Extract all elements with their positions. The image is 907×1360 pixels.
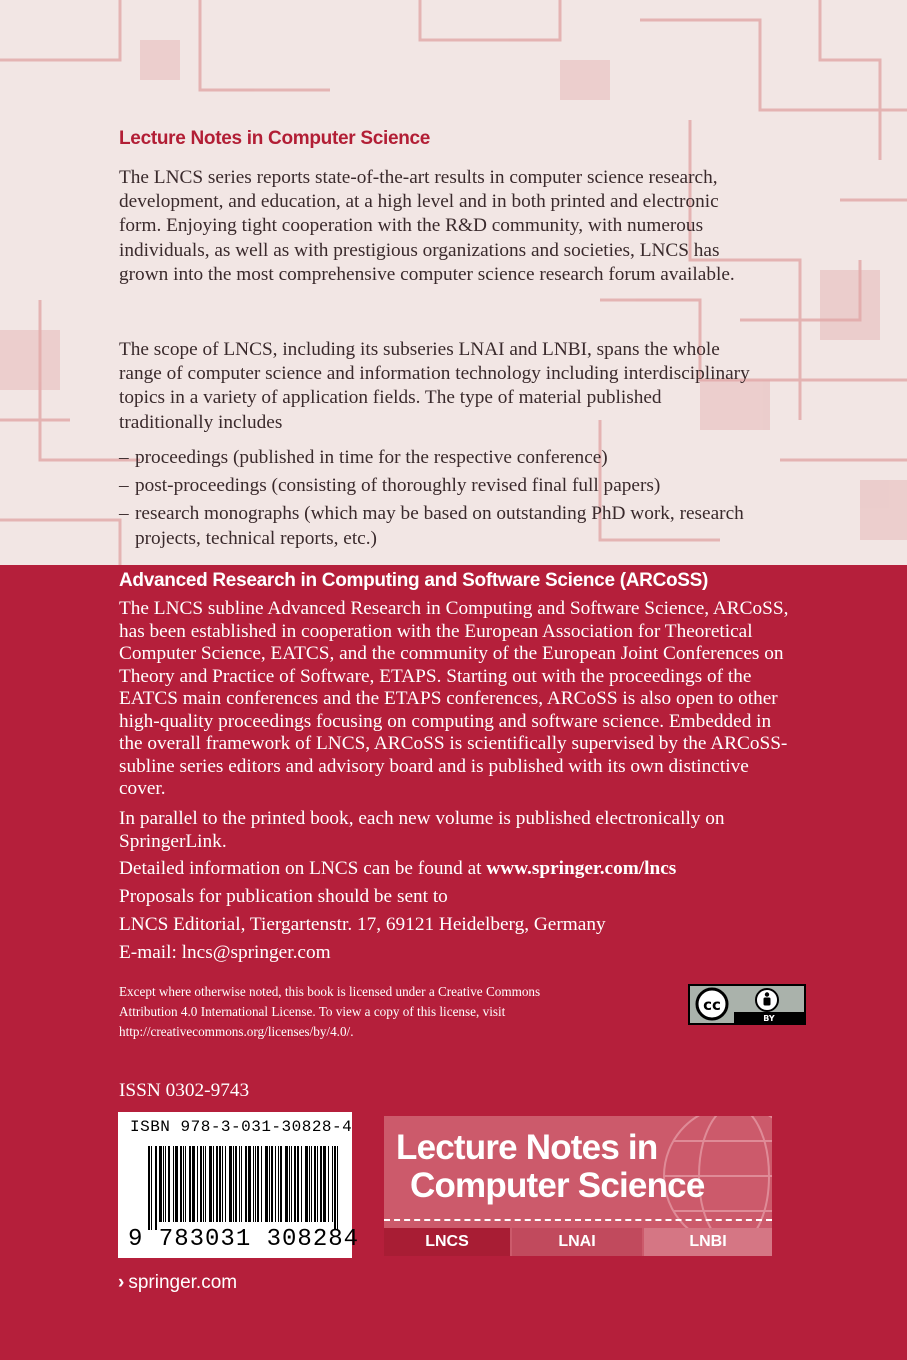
- address-line: LNCS Editorial, Tiergartenstr. 17, 69121 Heidelberg, Germany: [119, 914, 606, 935]
- barcode-bar: [289, 1146, 290, 1222]
- barcode-bar: [197, 1146, 198, 1222]
- barcode-bar: [175, 1146, 178, 1222]
- barcode-bar: [271, 1146, 273, 1222]
- electronic-note: In parallel to the printed book, each new volume is published electronically on SpringerLink.: [119, 808, 725, 852]
- barcode-bar: [334, 1146, 336, 1230]
- barcode-bar: [269, 1146, 270, 1222]
- barcode-bar: [205, 1146, 206, 1222]
- barcode-bar: [200, 1146, 202, 1222]
- list-item: [119, 474, 769, 498]
- logo-tab-lncs: LNCS: [384, 1228, 510, 1256]
- barcode-bar: [248, 1146, 251, 1222]
- info-url-link[interactable]: www.springer.com/lncs: [486, 858, 677, 879]
- list-item-text: post-proceedings (consisting of thoroughly revised final full papers): [135, 475, 661, 497]
- barcode-bar: [165, 1146, 166, 1222]
- barcode-bar: [285, 1146, 288, 1222]
- series-title: Lecture Notes in Computer Science: [119, 128, 431, 149]
- svg-text:cc: cc: [703, 996, 721, 1014]
- arcoss-title: Advanced Research in Computing and Software Science (ARCoSS): [119, 570, 709, 591]
- barcode-bar: [235, 1146, 237, 1222]
- logo-tab-lnai: LNAI: [512, 1228, 642, 1256]
- barcode-bar: [245, 1146, 247, 1222]
- barcode-bar: [294, 1146, 296, 1222]
- barcode-number: 9 783031 308284: [128, 1226, 360, 1253]
- barcode-bar: [209, 1146, 212, 1222]
- cc-icon: [697, 989, 727, 1019]
- barcode-bar: [185, 1146, 186, 1222]
- chevron-right-icon: ›: [118, 1272, 125, 1293]
- barcode-bar: [305, 1146, 308, 1222]
- barcode-bar: [168, 1146, 170, 1222]
- badge-by-label: BY: [763, 1014, 775, 1023]
- barcode-bar: [255, 1146, 256, 1222]
- barcode-bar: [275, 1146, 276, 1222]
- barcode-bar: [301, 1146, 302, 1222]
- barcode-bar: [332, 1146, 333, 1222]
- barcode-bar: [317, 1146, 318, 1222]
- barcode-bar: [278, 1146, 279, 1222]
- logo-tab-lnbi: LNBI: [644, 1228, 772, 1256]
- barcode-bar: [309, 1146, 310, 1222]
- barcode-bar: [239, 1146, 240, 1222]
- barcode-bar: [229, 1146, 232, 1222]
- logo-title-line1: Lecture Notes in: [396, 1128, 658, 1167]
- springer-link[interactable]: [118, 1272, 237, 1294]
- barcode-bar: [291, 1146, 292, 1222]
- issn: ISSN 0302-9743: [119, 1080, 250, 1101]
- series-scope: The scope of LNCS, including its subseries LNAI and LNBI, spans the whole range of computer science and information technology including interdisciplinary topics in a variety of application fields. The type of material published traditionally includes: [119, 339, 750, 433]
- springer-site: springer.com: [128, 1272, 238, 1293]
- proposals-line: Proposals for publication should be sent to: [119, 886, 448, 907]
- barcode-bar: [148, 1146, 150, 1230]
- list-item: [119, 446, 769, 470]
- person-icon: [756, 989, 778, 1011]
- list-item: [119, 502, 769, 550]
- barcode-bar: [323, 1146, 326, 1222]
- info-prefix: Detailed information on LNCS can be found at: [119, 858, 487, 879]
- barcode-bar: [328, 1146, 329, 1222]
- list-item-text: proceedings (published in time for the respective conference): [135, 447, 608, 468]
- logo-title-line2: Computer Science: [410, 1166, 705, 1205]
- barcode-bar: [173, 1146, 174, 1222]
- barcode-bar: [159, 1146, 162, 1222]
- barcode-bar: [216, 1146, 218, 1222]
- barcode-bar: [155, 1146, 157, 1230]
- barcode-bar: [222, 1146, 223, 1222]
- barcode-bar: [180, 1146, 182, 1222]
- barcode-bar: [241, 1146, 242, 1222]
- barcode-bar: [311, 1146, 312, 1222]
- barcode-bar: [213, 1146, 214, 1222]
- barcode-bar: [163, 1146, 164, 1222]
- barcode-bar: [280, 1146, 282, 1222]
- barcode-bar: [233, 1146, 234, 1222]
- barcode-bar: [314, 1146, 316, 1222]
- barcode: [118, 1112, 360, 1258]
- logo-tabs: [384, 1228, 772, 1256]
- barcode-bar: [203, 1146, 204, 1222]
- top-panel: [0, 0, 907, 565]
- barcode-bar: [297, 1146, 299, 1222]
- barcode-bar: [151, 1146, 152, 1230]
- list-dash: –: [119, 447, 129, 468]
- info-line: [119, 858, 676, 880]
- publication-types-list: [119, 446, 769, 555]
- barcode-bar: [337, 1146, 338, 1230]
- barcode-bar: [219, 1146, 221, 1222]
- logo-divider: [384, 1219, 772, 1221]
- barcode-bar: [225, 1146, 226, 1222]
- barcode-bar: [265, 1146, 268, 1222]
- arcoss-description: The LNCS subline Advanced Research in Computing and Software Science, ARCoSS, has been established in cooperation with the European Association for Theoretical Computer Science, EATCS, and the community of the European Joint Conferences on Theory and Practice of Software, ETAPS. Starting out with the proceedings of the EATCS main conferences and the ETAPS conferences, ARCoSS is also open to other high-quality proceedings focusing on computing and software science. Embedded in the overall framework of LNCS, ARCoSS is scientifically supervised by the ARCoSS-subline series editors and advisory board and is published with its own distinctive cover.: [119, 598, 789, 799]
- barcode-bar: [183, 1146, 184, 1222]
- list-dash: –: [119, 503, 129, 525]
- barcode-bar: [261, 1146, 262, 1222]
- list-dash: –: [119, 475, 129, 497]
- barcode-bar: [257, 1146, 259, 1222]
- lncs-logo: [384, 1116, 772, 1256]
- isbn-label: ISBN 978-3-031-30828-4: [130, 1118, 353, 1136]
- series-description: The LNCS series reports state-of-the-art results in computer science research, development, and education, at a high level and in both printed and electronic form. Enjoying tight cooperation with the R&D community, with numerous individuals, as well as with prestigious organizations and societies, LNCS has grown into the most comprehensive computer science research forum available.: [119, 167, 735, 285]
- barcode-bar: [320, 1146, 322, 1222]
- license-text: Except where otherwise noted, this book is licensed under a Creative Commons Attribution 4.0 International License. To view a copy of this license, visit http://creativecommons.org/licenses/by/4.0/.: [119, 984, 541, 1039]
- email-line: E-mail: lncs@springer.com: [119, 942, 331, 963]
- barcode-bar: [192, 1146, 195, 1222]
- list-item-text: research monographs (which may be based on outstanding PhD work, research projects, technical reports, etc.): [135, 503, 744, 549]
- barcode-bar: [189, 1146, 191, 1222]
- cc-by-badge: [688, 984, 806, 1025]
- barcode-bar: [253, 1146, 254, 1222]
